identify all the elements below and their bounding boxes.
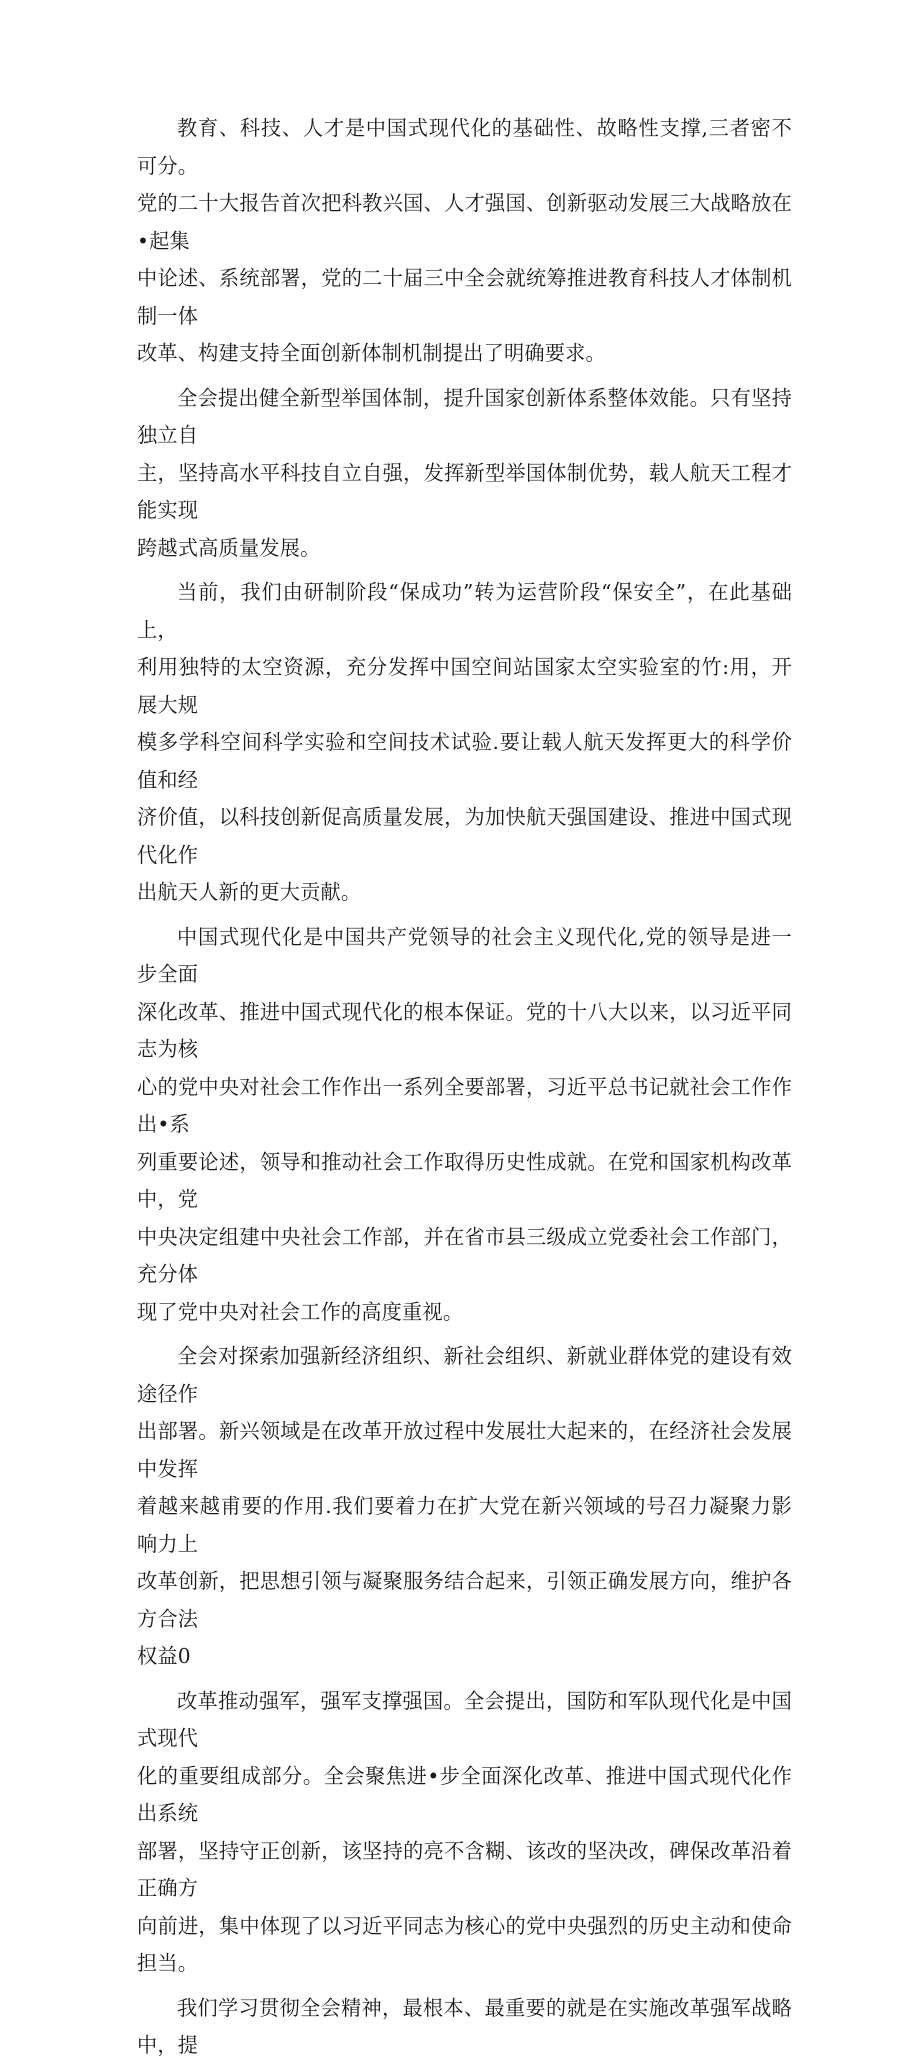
paragraph-national-system: 全会提出健全新型举国体制，提升国家创新体系整体效能。只有坚持独立自 主，坚持高水平科技自立自强，发挥新型举国体制优势，载人航天工程才能实现 跨越式高质量发展。	[137, 385, 792, 560]
paragraph-study-spirit: 我们学习贯彻全会精神，最根本、最重要的就是在实施改革强军战略中，提	[137, 1995, 792, 2057]
paragraph-military-reform: 改革推动强军，强军支撑强国。全会提出，国防和军队现代化是中国式现代 化的重要组成部分。全会聚焦进•步全面深化改革、推进中国式现代化作出系统 部署，坚持守正创新，该坚持的亮不含糊、该改的坚决改，碑保改革沿着正确方 向前进，集中体现了以习近平同志为核心的党中央强烈的历史主动和使命担当。	[137, 1688, 792, 1975]
paragraph-space-station: 当前，我们由研制阶段“保成功”转为运营阶段“保安全”，在此基础上， 利用独特的太空资源，充分发挥中国空间站国家太空实验室的竹:用，开展大规 模多学科空间科学实验和空间技术试验.要让载人航天发挥更大的科学价值和经 济价值，以科技创新促高质量发展，为加快航天强国建设、推进中国式现代化作 出航天人新的更大贡献。	[137, 580, 792, 904]
paragraph-new-fields: 全会对探索加强新经济组织、新社会组织、新就业群体党的建设有效途径作 出部署。新兴领域是在改革开放过程中发展壮大起来的，在经济社会发展中发挥 着越来越甫要的作用.我们要着力在扩大党在新兴领域的号召力凝聚力影响力上 改革创新，把思想引领与凝聚服务结合起来，引领正确发展方向，维护各方合法 权益0	[137, 1344, 792, 1668]
document-body	[137, 110, 792, 2072]
paragraph-education-science-talent: 教育、科技、人才是中国式现代化的基础性、故略性支撑,三者密不可分。 党的二十大报告首次把科教兴国、人才强国、创新驱动发展三大战略放在•起集 中论述、系统部署，党的二十届三中全会就统筹推进教育科技人才体制机制一体 改革、构建支持全面创新体制机制提出了明确要求。	[137, 116, 792, 365]
paragraph-party-leadership: 中国式现代化是中国共产党领导的社会主义现代化,党的领导是进一步全面 深化改革、推进中国式现代化的根本保证。党的十八大以来，以习近平同志为核 心的党中央对社会工作作出一系列全要部署，习近平总书记就社会工作作出•系 列重要论述，领导和推动社会工作取得历史性成就。在党和国家机构改革中，党 中央决定组建中央社会工作部，并在省市县三级成立党委社会工作部门，充分体 现了党中央对社会工作的高度重视。	[137, 924, 792, 1324]
